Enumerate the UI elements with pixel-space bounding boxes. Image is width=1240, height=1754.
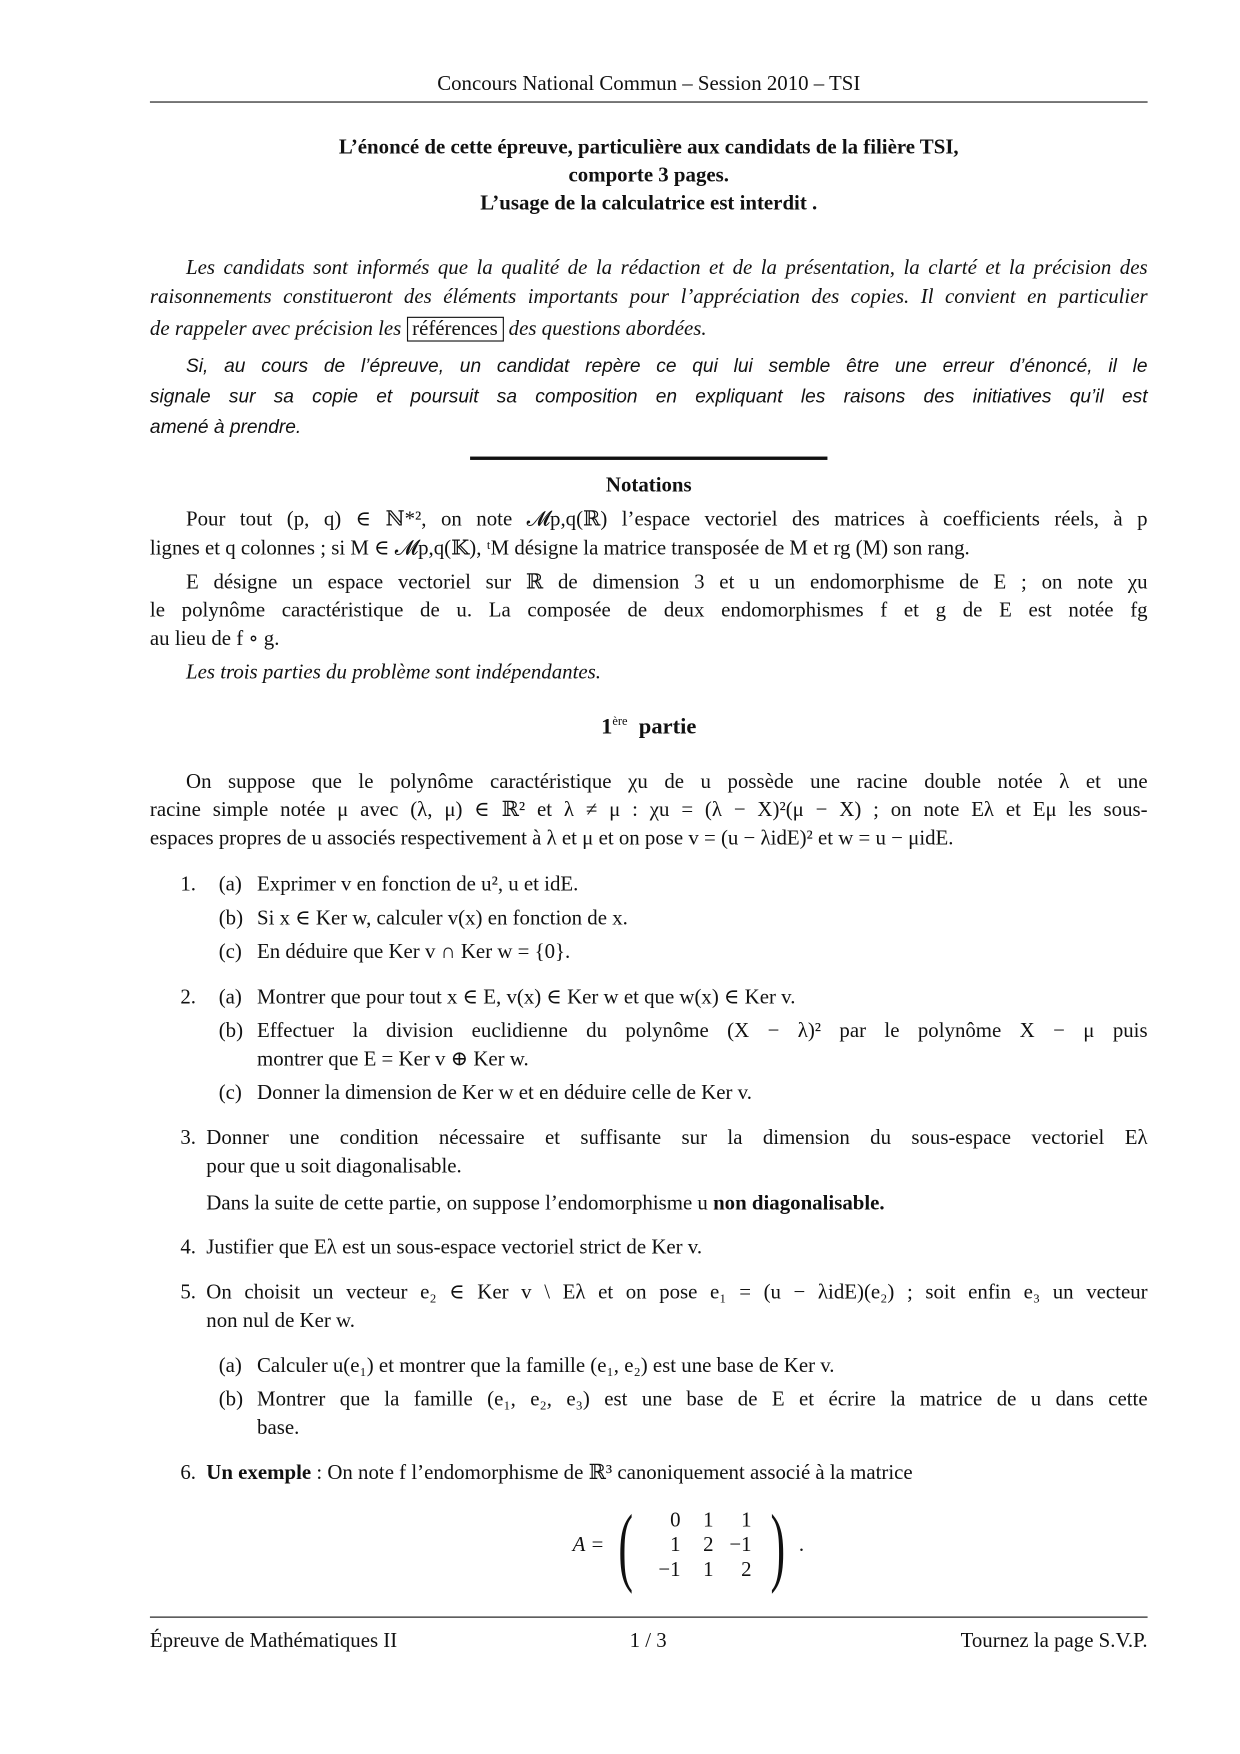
matrix-label: A = xyxy=(572,1533,605,1557)
title-line-1: L’énoncé de cette épreuve, particulière aux candidats de la filière TSI, xyxy=(338,136,959,159)
part-number: 1 xyxy=(601,714,613,740)
sub-label: (b) xyxy=(218,907,244,931)
footer-left: Épreuve de Mathématiques II xyxy=(149,1630,398,1653)
footer-page: 1 / 3 xyxy=(629,1630,667,1653)
right-paren: ) xyxy=(770,1495,785,1595)
matrix-cell: 0 xyxy=(670,1509,681,1533)
intro-line: Les candidats sont informés que la qualité de la rédaction et de la présentation, la clarté et la précision des xyxy=(186,257,1148,280)
note-bold: non diagonalisable. xyxy=(713,1192,885,1216)
matrix-cell: 1 xyxy=(670,1534,681,1557)
question-3-note xyxy=(206,1192,884,1217)
notation-line: au lieu de f ∘ g. xyxy=(149,627,280,651)
question-4: Justifier que Eλ est un sous-espace vectoriel strict de Ker v. xyxy=(206,1236,703,1260)
notation-line: lignes et q colonnes ; si M ∈ 𝓜p,q(𝕂), ᵗM désigne la matrice transposée de M et rg (M) son rang. xyxy=(149,537,970,561)
question-number: 4. xyxy=(180,1236,197,1260)
matrix-end: . xyxy=(798,1533,805,1557)
part-title xyxy=(150,709,1148,739)
question-5b: base. xyxy=(257,1417,300,1440)
question-3: Donner une condition nécessaire et suffisante sur la dimension du sous-espace vectoriel Eλ xyxy=(206,1127,1148,1150)
footer-right: Tournez la page S.V.P. xyxy=(960,1630,1148,1653)
notation-line: Les trois parties du problème sont indépendantes. xyxy=(186,661,601,685)
matrix-cell: −1 xyxy=(658,1559,681,1582)
sub-label: (b) xyxy=(218,1020,244,1043)
question-number: 6. xyxy=(180,1462,197,1485)
question-number: 3. xyxy=(180,1127,197,1150)
intro-text: de rappeler avec précision les xyxy=(149,317,402,341)
intro2-line: amené à prendre. xyxy=(149,415,302,438)
question-6 xyxy=(206,1461,912,1486)
example-text: : On note f l’endomorphisme de ℝ³ canoniquement associé à la matrice xyxy=(311,1462,913,1485)
references-box: références xyxy=(406,317,503,342)
sub-label: (c) xyxy=(218,1082,242,1105)
footer-rule xyxy=(150,1617,1148,1618)
page-header: Concours National Commun – Session 2010 – TSI xyxy=(437,73,861,96)
question-5: non nul de Ker w. xyxy=(206,1309,355,1333)
matrix-cell: 1 xyxy=(741,1509,752,1533)
question-1c: En déduire que Ker v ∩ Ker w = {0}. xyxy=(257,941,571,964)
title-line-2: comporte 3 pages. xyxy=(568,164,729,188)
part-label: partie xyxy=(638,714,697,740)
question-number: 2. xyxy=(180,986,197,1009)
sub-label: (a) xyxy=(218,873,242,897)
notations-title: Notations xyxy=(605,474,692,498)
matrix-cell: −1 xyxy=(729,1534,752,1557)
question-number: 5. xyxy=(180,1281,197,1305)
matrix-table xyxy=(647,1508,756,1582)
sub-label: (a) xyxy=(218,986,242,1009)
notation-line: E désigne un espace vectoriel sur ℝ de dimension 3 et u un endomorphisme de E ; on note χu xyxy=(186,571,1148,595)
example-label: Un exemple xyxy=(206,1462,312,1485)
left-paren: ( xyxy=(618,1495,634,1595)
matrix-cell: 1 xyxy=(703,1559,714,1582)
separator-rule xyxy=(470,457,827,460)
question-1b: Si x ∈ Ker w, calculer v(x) en fonction de x. xyxy=(257,907,628,931)
intro2-line: Si, au cours de l’épreuve, un candidat repère ce qui lui semble être une erreur d’énoncé, il le xyxy=(186,355,1148,377)
question-2b: montrer que E = Ker v ⊕ Ker w. xyxy=(257,1048,529,1071)
sub-label: (c) xyxy=(218,941,242,964)
question-3: pour que u soit diagonalisable. xyxy=(206,1155,462,1179)
note-text: Dans la suite de cette partie, on suppose l’endomorphisme u xyxy=(206,1192,708,1216)
matrix-a xyxy=(572,1495,805,1595)
question-2a: Montrer que pour tout x ∈ E, v(x) ∈ Ker w et que w(x) ∈ Ker v. xyxy=(257,986,796,1009)
intro-text: des questions abordées. xyxy=(508,317,707,341)
intro2-line: signale sur sa copie et poursuit sa composition en expliquant les raisons des initiatives qu’il est xyxy=(149,385,1148,407)
notation-line: le polynôme caractéristique de u. La composée de deux endomorphismes f et g de E est notée fg xyxy=(149,599,1148,623)
question-5: On choisit un vecteur e₂ ∈ Ker v \ Eλ et on pose e₁ = (u − λidE)(e₂) ; soit enfin e₃ un vecteur xyxy=(206,1281,1148,1305)
part-sup: ère xyxy=(612,714,628,729)
sub-label: (b) xyxy=(218,1388,244,1412)
header-rule xyxy=(150,101,1148,102)
question-1a: Exprimer v en fonction de u², u et idE. xyxy=(257,873,579,897)
question-number: 1. xyxy=(180,873,197,897)
matrix-cell: 2 xyxy=(703,1534,714,1557)
sub-label: (a) xyxy=(218,1355,242,1378)
question-5a: Calculer u(e₁) et montrer que la famille (e₁, e₂) est une base de Ker v. xyxy=(257,1355,835,1378)
matrix-cell: 2 xyxy=(741,1559,752,1582)
question-2b: Effectuer la division euclidienne du polynôme (X − λ)² par le polynôme X − μ puis xyxy=(257,1020,1148,1043)
notation-line: Pour tout (p, q) ∈ ℕ*², on note 𝓜p,q(ℝ) l’espace vectoriel des matrices à coefficients réels, à p xyxy=(186,508,1148,531)
question-5b: Montrer que la famille (e₁, e₂, e₃) est une base de E et écrire la matrice de u dans cette xyxy=(257,1388,1148,1412)
part-intro-line: racine simple notée μ avec (λ, μ) ∈ ℝ² et λ ≠ μ : χu = (λ − X)²(μ − X) ; on note Eλ et Eμ les sous- xyxy=(149,799,1148,822)
matrix-cell: 1 xyxy=(703,1509,714,1533)
intro-line: raisonnements constitueront des éléments importants pour l’appréciation des copies. Il convient en particulier xyxy=(149,286,1148,309)
part-intro-line: espaces propres de u associés respectivement à λ et μ et on pose v = (u − λidE)² et w = u − μidE. xyxy=(149,827,954,850)
title-line-3: L’usage de la calculatrice est interdit . xyxy=(480,192,818,216)
question-2c: Donner la dimension de Ker w et en déduire celle de Ker v. xyxy=(257,1082,752,1105)
intro-line xyxy=(150,317,1148,342)
part-intro-line: On suppose que le polynôme caractéristique χu de u possède une racine double notée λ et une xyxy=(186,771,1148,794)
